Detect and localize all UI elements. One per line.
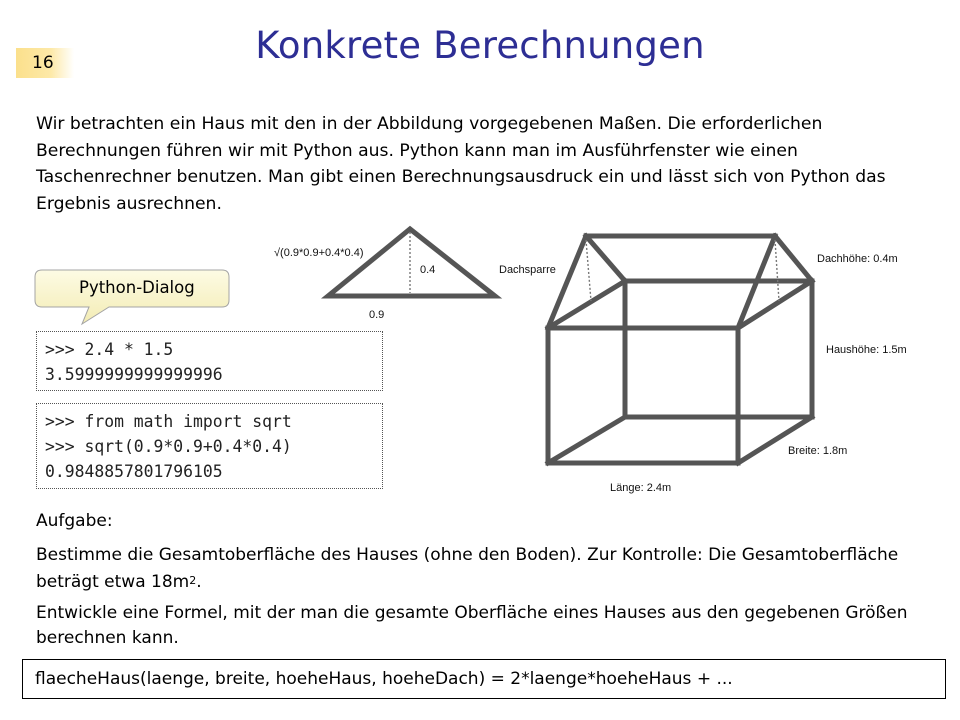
callout-label: Python-Dialog: [79, 278, 195, 297]
house-diagram: [262, 222, 942, 507]
task-text: Bestimme die Gesamtoberfläche des Hauses (ohne den Boden). Zur Kontrolle: Die Gesamtoberfläche beträgt etwa 18m: [36, 545, 899, 592]
page-number: 16: [16, 48, 74, 78]
code-line: >>> from math import sqrt: [45, 412, 292, 431]
python-dialog-callout: [34, 269, 230, 309]
house-roof-height-dashed-line: [775, 240, 779, 301]
roof-base-value: 0.9: [369, 309, 385, 321]
roof-back-left-edge: [586, 236, 625, 281]
roof-formula-label: √(0.9*0.9+0.4*0.4): [274, 247, 364, 259]
rafter-label: Dachsparre: [499, 264, 556, 276]
roof-height-label: Dachhöhe: 0.4m: [817, 253, 898, 265]
formula-box: flaecheHaus(laenge, breite, hoeheHaus, hoeheDach) = 2*laenge*hoeheHaus + ...: [22, 659, 946, 699]
roof-back-right-edge: [775, 236, 812, 281]
code-line: >>> 2.4 * 1.5: [45, 340, 174, 359]
house-height-label: Haushöhe: 1.5m: [826, 344, 907, 356]
roof-height-value: 0.4: [420, 264, 436, 276]
front-wall: [548, 328, 738, 463]
superscript: 2: [189, 574, 197, 587]
slide-title: Konkrete Berechnungen: [255, 24, 705, 67]
code-line: >>> sqrt(0.9*0.9+0.4*0.4): [45, 437, 292, 456]
length-label: Länge: 2.4m: [610, 482, 672, 494]
task-heading: Aufgabe:: [36, 511, 113, 531]
code-line: 0.9848857801796105: [45, 462, 223, 481]
house-roof-height-dashed-line: [586, 240, 591, 301]
task-paragraph-1: [36, 543, 916, 595]
width-label: Breite: 1.8m: [788, 445, 848, 457]
task-paragraph-2: Entwickle eine Formel, mit der man die gesamte Oberfläche eines Hauses aus den gegebenen Größen berechnen kann.: [36, 603, 908, 648]
intro-paragraph: Wir betrachten ein Haus mit den in der Abbildung vorgegebenen Maßen. Die erforderlichen Berechnungen führen wir mit Python aus. Python kann man im Ausführfenster wie einen Taschenrechner benutzen. Man gibt einen Berechnungsausdruck ein und lässt sich von Python das Ergebnis ausrechnen.: [36, 114, 886, 214]
task-text-end: .: [196, 572, 202, 592]
code-line: 3.5999999999999996: [45, 365, 223, 384]
left-bottom-depth-edge: [548, 417, 625, 463]
roof-triangle: [328, 229, 495, 296]
